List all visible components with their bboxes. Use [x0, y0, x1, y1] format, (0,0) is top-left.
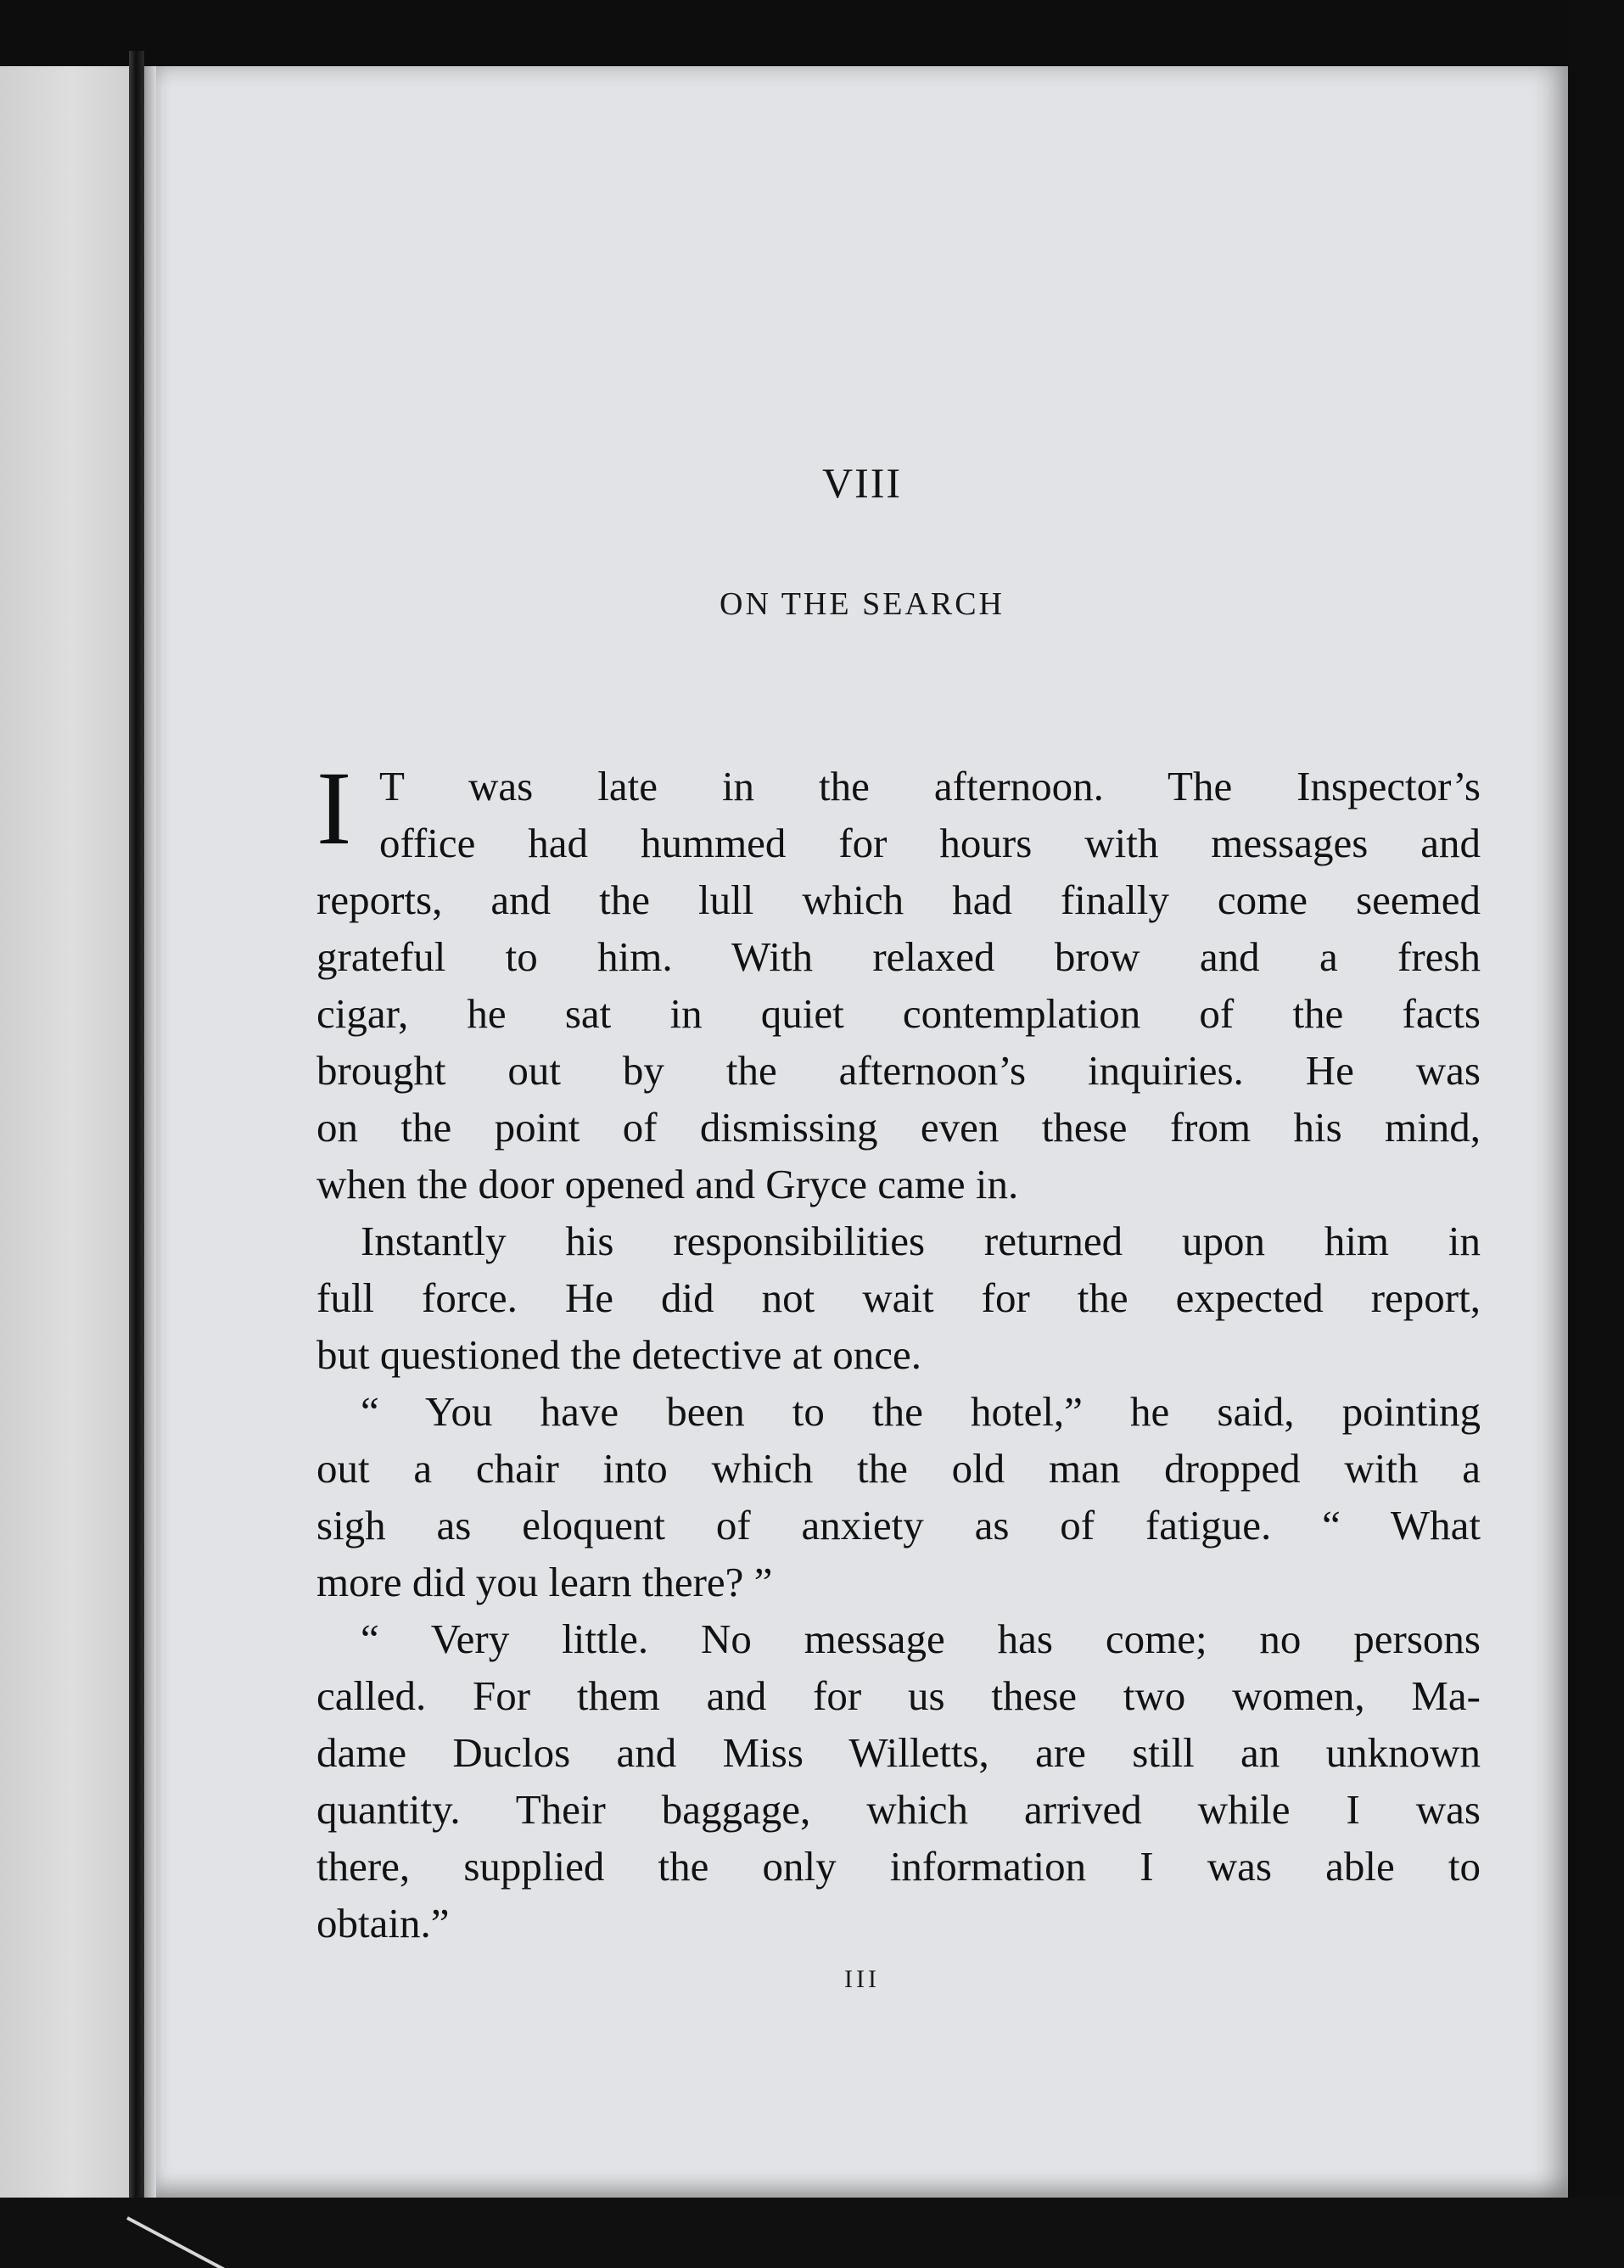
text-line: quantity. Their baggage, which arrived while I was	[316, 1786, 1481, 1833]
text-line: reports, and the lull which had finally come seemed	[316, 876, 1481, 923]
page-number: III	[844, 1965, 880, 1993]
text-line: sigh as eloquent of anxiety as of fatigue. “ What	[316, 1502, 1481, 1548]
book-page	[156, 66, 1568, 2198]
text-line: when the door opened and Gryce came in.	[316, 1161, 1019, 1207]
text-line: obtain.”	[316, 1900, 450, 1946]
gutter-shadow	[144, 66, 156, 2198]
text-line: called. For them and for us these two women, Ma-	[316, 1672, 1481, 1719]
chapter-body-text	[316, 750, 1481, 1952]
facing-page-edge	[0, 66, 129, 2198]
text-line: “ You have been to the hotel,” he said, pointing	[361, 1388, 1481, 1435]
text-line: “ Very little. No message has come; no persons	[361, 1616, 1481, 1662]
chapter-title: ON THE SEARCH	[720, 586, 1005, 622]
text-line: full force. He did not wait for the expected report,	[316, 1274, 1481, 1321]
text-line: office had hummed for hours with messages and	[379, 820, 1481, 866]
text-line: brought out by the afternoon’s inquiries. He was	[316, 1047, 1481, 1094]
scan-top-border	[0, 0, 1624, 66]
text-line: dame Duclos and Miss Willetts, are still an unknown	[316, 1729, 1481, 1776]
text-line: but questioned the detective at once.	[316, 1331, 921, 1378]
text-line: on the point of dismissing even these from his mind,	[316, 1104, 1481, 1151]
text-line: Instantly his responsibilities returned upon him in	[361, 1218, 1481, 1264]
scan-bottom-border	[0, 2198, 1624, 2268]
text-line: cigar, he sat in quiet contemplation of the facts	[316, 990, 1481, 1037]
text-line: grateful to him. With relaxed brow and a fresh	[316, 933, 1481, 980]
text-line: out a chair into which the old man dropped with a	[316, 1445, 1481, 1492]
text-line: there, supplied the only information I was able to	[316, 1843, 1481, 1890]
book-binding-gutter	[129, 51, 144, 2219]
text-line: T was late in the afternoon. The Inspector’s	[379, 763, 1481, 809]
chapter-number: VIII	[821, 459, 903, 507]
scan-right-border	[1568, 0, 1624, 2268]
text-line: more did you learn there? ”	[316, 1559, 773, 1605]
drop-cap-letter: I	[316, 750, 352, 866]
